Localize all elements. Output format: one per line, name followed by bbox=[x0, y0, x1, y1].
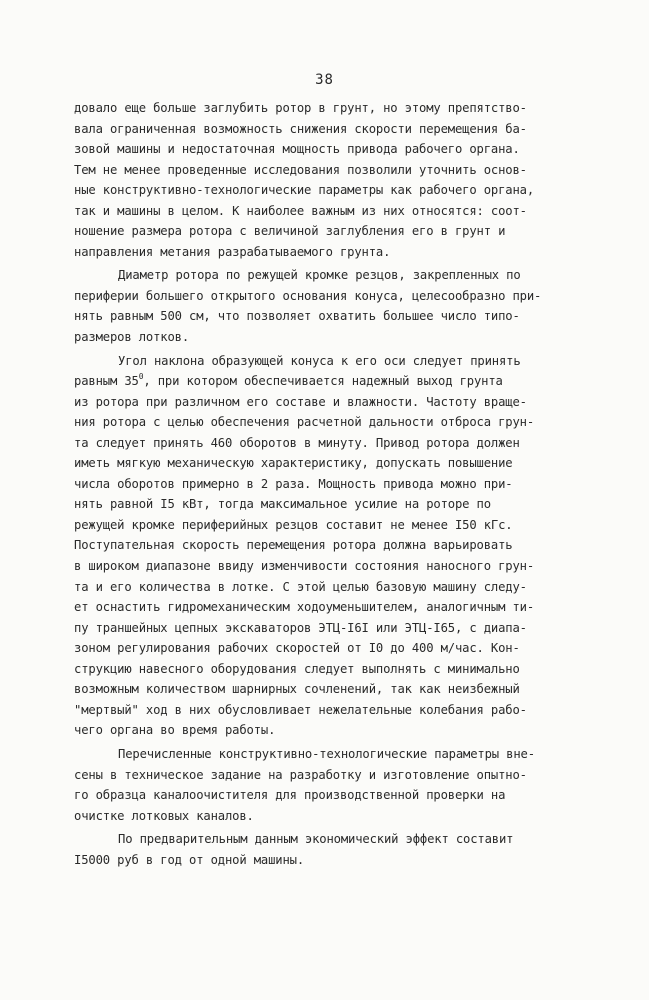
text-line bbox=[74, 371, 594, 392]
text-line-content: Перечисленные конструктивно-технологические параметры вне- bbox=[118, 746, 535, 761]
text-line-content: нять равной I5 кВт, тогда максимальное усилие на роторе по bbox=[74, 497, 491, 512]
text-line-content: из ротора при различном его составе и влажности. Частоту враще- bbox=[74, 394, 527, 409]
text-line bbox=[74, 160, 594, 181]
text-line bbox=[74, 221, 594, 242]
text-line bbox=[74, 306, 594, 327]
text-line-content: По предварительным данным экономический эффект составит bbox=[118, 832, 514, 847]
text-line bbox=[74, 720, 594, 741]
text-line bbox=[74, 327, 594, 348]
text-line bbox=[74, 119, 594, 140]
text-line bbox=[74, 700, 594, 721]
text-line-content: Угол наклона образующей конуса к его оси следует принять bbox=[118, 353, 521, 368]
text-line-content: направления метания разрабатываемого грунта. bbox=[74, 244, 391, 259]
text-line-content: вала ограниченная возможность снижения скорости перемещения ба- bbox=[74, 121, 527, 136]
superscript: 0 bbox=[138, 372, 144, 382]
text-line bbox=[74, 597, 594, 618]
text-line-content: довало еще больше заглубить ротор в грунт, но этому препятство- bbox=[74, 101, 527, 115]
text-line bbox=[74, 577, 594, 598]
text-line-content: режущей кромке периферийных резцов составит не менее I50 кГс. bbox=[74, 517, 513, 532]
text-line-content: возможным количеством шарнирных сочленений, так как неизбежный bbox=[74, 682, 520, 697]
text-line bbox=[74, 535, 594, 556]
text-line-content: размеров лотков. bbox=[74, 330, 189, 345]
text-line bbox=[74, 265, 594, 286]
text-line-content: пу траншейных цепных экскаваторов ЭТЦ-I6I или ЭТЦ-I65, с диапа- bbox=[74, 620, 527, 635]
text-line-content: в широком диапазоне ввиду изменчивости состояния наносного грун- bbox=[74, 559, 534, 574]
text-line-content: I5000 руб в год от одной машины. bbox=[74, 852, 304, 867]
text-line-content: ношение размера ротора с величиной заглубления его в грунт и bbox=[74, 224, 506, 239]
text-line-content: зовой машины и недостаточная мощность привода рабочего органа. bbox=[74, 142, 520, 157]
text-line bbox=[74, 433, 594, 454]
text-line bbox=[74, 556, 594, 577]
text-line-continuation: , при котором обеспечивается надежный выход грунта bbox=[143, 374, 503, 389]
text-line-content: струкцию навесного оборудования следует выполнять с минимально bbox=[74, 661, 520, 676]
text-line bbox=[74, 679, 594, 700]
text-line-content: Диаметр ротора по режущей кромке резцов, закрепленных по bbox=[118, 268, 521, 283]
text-line-content: иметь мягкую механическую характеристику, допускать повышение bbox=[74, 456, 513, 471]
text-line-content: ния ротора с целью обеспечения расчетной дальности отброса грун- bbox=[74, 415, 534, 430]
text-line-content: Тем не менее проведенные исследования позволили уточнить основ- bbox=[74, 162, 527, 177]
text-line bbox=[74, 515, 594, 536]
text-line bbox=[74, 785, 594, 806]
page-number: 38 bbox=[315, 72, 334, 88]
text-line bbox=[74, 829, 594, 850]
text-line bbox=[74, 638, 594, 659]
text-line-content: нять равным 500 см, что позволяет охватить большее число типо- bbox=[74, 309, 520, 324]
text-line-content: периферии большего открытого основания конуса, целесообразно при- bbox=[74, 288, 542, 303]
text-line bbox=[74, 139, 594, 160]
text-line bbox=[74, 659, 594, 680]
text-line bbox=[74, 180, 594, 201]
text-line-content: очистке лотковых каналов. bbox=[74, 808, 254, 823]
text-line bbox=[74, 98, 594, 119]
text-line bbox=[74, 850, 594, 871]
text-line-content: та и его количества в лотке. С этой целью базовую машину следу- bbox=[74, 579, 527, 594]
text-line bbox=[74, 351, 594, 372]
text-line bbox=[74, 412, 594, 433]
text-line-content: Поступательная скорость перемещения ротора должна варьировать bbox=[74, 538, 513, 553]
text-line-content: го образца каналоочистителя для производственной проверки на bbox=[74, 788, 506, 803]
text-line bbox=[74, 242, 594, 263]
text-line-content: ные конструктивно-технологические параметры как рабочего органа, bbox=[74, 183, 534, 198]
text-line-content: та следует принять 460 оборотов в минуту. Привод ротора должен bbox=[74, 435, 520, 450]
text-line-content: равным 35 bbox=[74, 374, 139, 389]
text-line bbox=[74, 453, 594, 474]
text-line bbox=[74, 765, 594, 786]
text-line bbox=[74, 618, 594, 639]
text-line-content: ет оснастить гидромеханическим ходоуменьшителем, аналогичным ти- bbox=[74, 600, 534, 615]
text-line bbox=[74, 392, 594, 413]
body-text bbox=[74, 98, 594, 870]
text-line-content: числа оборотов примерно в 2 раза. Мощность привода можно при- bbox=[74, 476, 513, 491]
text-line bbox=[74, 286, 594, 307]
text-line bbox=[74, 494, 594, 515]
text-line-content: чего органа во время работы. bbox=[74, 723, 276, 738]
text-line-content: так и машины в целом. К наиболее важным из них относятся: соот- bbox=[74, 203, 527, 218]
text-line-content: сены в техническое задание на разработку и изготовление опытно- bbox=[74, 767, 527, 782]
text-line bbox=[74, 744, 594, 765]
text-line bbox=[74, 201, 594, 222]
text-line bbox=[74, 474, 594, 495]
text-line bbox=[74, 806, 594, 827]
text-line-content: "мертвый" ход в них обусловливает нежелательные колебания рабо- bbox=[74, 702, 527, 717]
text-line-content: зоном регулирования рабочих скоростей от I0 до 400 м/час. Кон- bbox=[74, 641, 520, 656]
